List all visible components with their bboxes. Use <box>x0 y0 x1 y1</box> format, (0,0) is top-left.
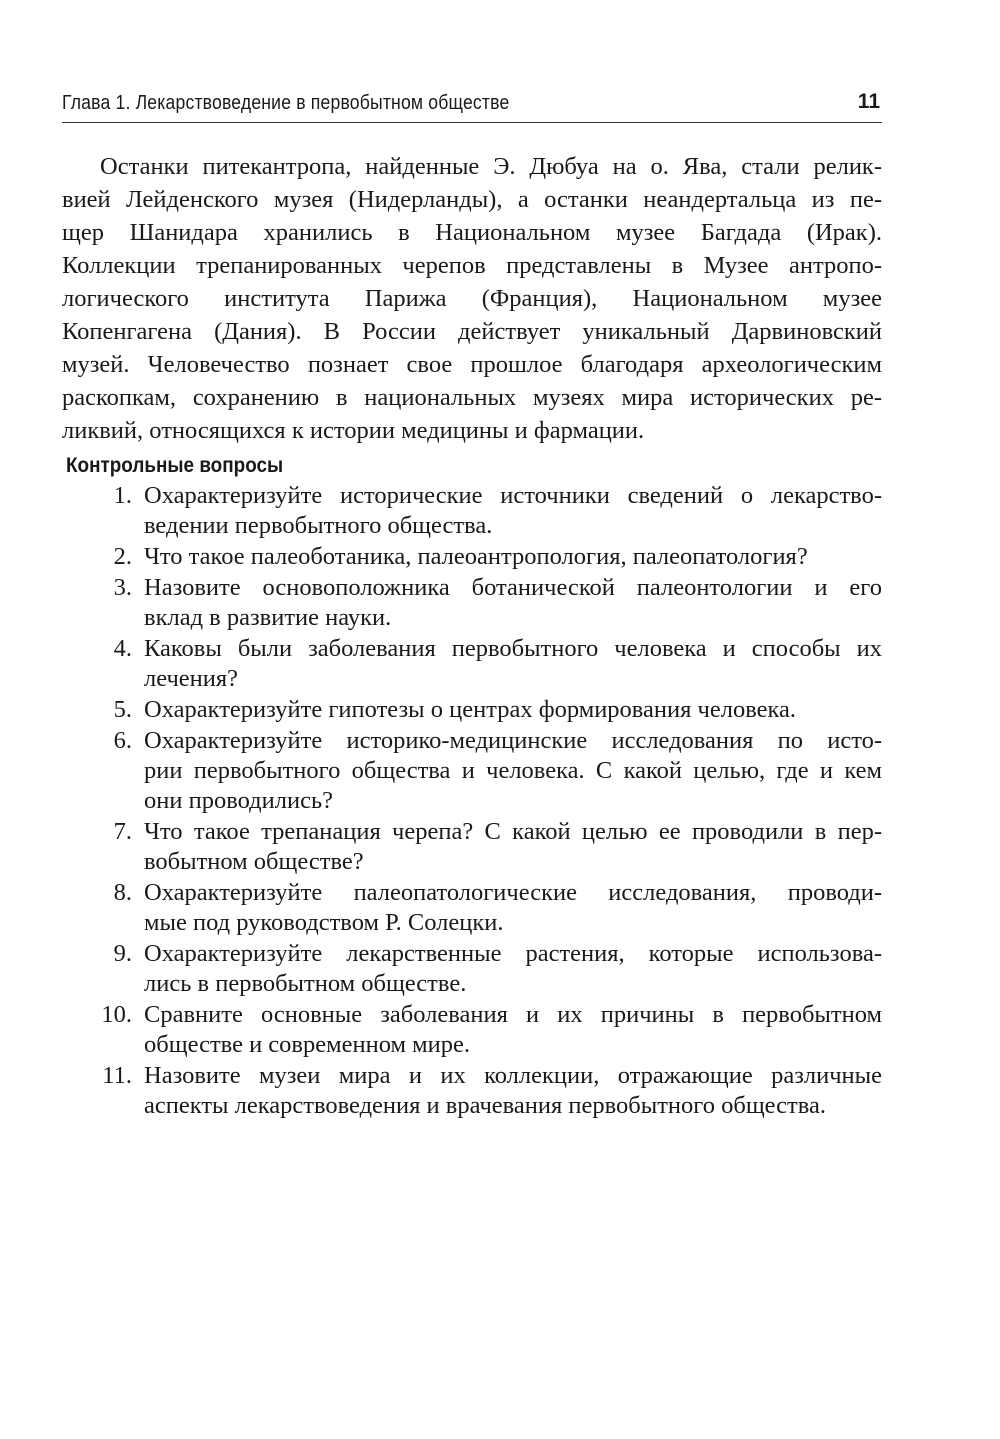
question-line: Назовите музеи мира и их коллекции, отражающие различные <box>144 1062 882 1089</box>
question-line: Назовите основоположника ботанической палеонтологии и его <box>144 574 882 601</box>
question-line: вобытном обществе? <box>144 848 364 875</box>
question-line: вклад в развитие науки. <box>144 604 392 631</box>
question-number: 5. <box>113 696 132 723</box>
question-line: Охарактеризуйте историко-медицинские исследования по исто- <box>144 727 882 754</box>
body-paragraph <box>62 150 882 447</box>
chapter-title: Глава 1. Лекарствоведение в первобытном обществе <box>62 92 510 114</box>
paragraph-line: вией Лейденского музея (Нидерланды), а останки неандертальца из пе- <box>62 186 882 213</box>
question-item <box>62 1000 882 1060</box>
question-line: Охарактеризуйте палеопатологические исследования, проводи- <box>144 879 882 906</box>
running-header <box>62 90 882 123</box>
question-line: Каковы были заболевания первобытного человека и способы их <box>144 635 882 662</box>
question-number: 4. <box>113 635 132 662</box>
question-item <box>62 939 882 999</box>
paragraph-line: раскопкам, сохранению в национальных музеях мира исторических ре- <box>62 384 882 411</box>
question-line: они проводились? <box>144 787 333 814</box>
paragraph-line: логического института Парижа (Франция), Национальном музее <box>62 285 882 312</box>
question-item <box>62 878 882 938</box>
paragraph-line: щер Шанидара хранились в Национальном музее Багдада (Ирак). <box>62 219 882 246</box>
question-item <box>62 542 882 572</box>
question-number: 2. <box>113 543 132 570</box>
question-number: 9. <box>113 940 132 967</box>
page-content <box>62 150 882 1122</box>
question-item <box>62 695 882 725</box>
question-line: Сравните основные заболевания и их причины в первобытном <box>144 1001 882 1028</box>
paragraph-line: Коллекции трепанированных черепов представлены в Музее антропо- <box>62 252 882 279</box>
question-line: лечения? <box>144 665 239 692</box>
question-number: 1. <box>113 482 132 509</box>
question-line: аспекты лекарствоведения и врачевания первобытного общества. <box>144 1092 826 1119</box>
paragraph-line: Копенгагена (Дания). В России действует уникальный Дарвиновский <box>62 318 882 345</box>
question-line: мые под руководством Р. Солецки. <box>144 909 504 936</box>
question-number: 8. <box>113 879 132 906</box>
paragraph-line: Останки питекантропа, найденные Э. Дюбуа на о. Ява, стали релик- <box>100 153 882 180</box>
question-item <box>62 726 882 816</box>
paragraph-line: музей. Человечество познает свое прошлое благодаря археологическим <box>62 351 882 378</box>
question-item <box>62 817 882 877</box>
question-item <box>62 1061 882 1121</box>
question-item <box>62 573 882 633</box>
question-number: 3. <box>113 574 132 601</box>
question-item <box>62 481 882 541</box>
question-line: лись в первобытном обществе. <box>144 970 467 997</box>
paragraph-line: ликвий, относящихся к истории медицины и фармации. <box>62 417 645 444</box>
question-line: Что такое палеоботаника, палеоантропология, палеопатология? <box>144 543 808 570</box>
section-heading: Контрольные вопросы <box>66 454 284 477</box>
question-line: Что такое трепанация черепа? С какой целью ее проводили в пер- <box>144 818 882 845</box>
question-number: 10. <box>101 1001 132 1028</box>
question-number: 11. <box>102 1062 132 1089</box>
page-number: 11 <box>857 90 880 113</box>
questions-list <box>62 481 882 1121</box>
question-line: Охарактеризуйте исторические источники сведений о лекарство- <box>144 482 882 509</box>
question-line: обществе и современном мире. <box>144 1031 471 1058</box>
question-line: Охарактеризуйте гипотезы о центрах формирования человека. <box>144 696 797 723</box>
question-item <box>62 634 882 694</box>
question-line: рии первобытного общества и человека. С какой целью, где и кем <box>144 757 882 784</box>
question-line: ведении первобытного общества. <box>144 512 493 539</box>
question-line: Охарактеризуйте лекарственные растения, которые использова- <box>144 940 882 967</box>
question-number: 7. <box>113 818 132 845</box>
question-number: 6. <box>113 727 132 754</box>
